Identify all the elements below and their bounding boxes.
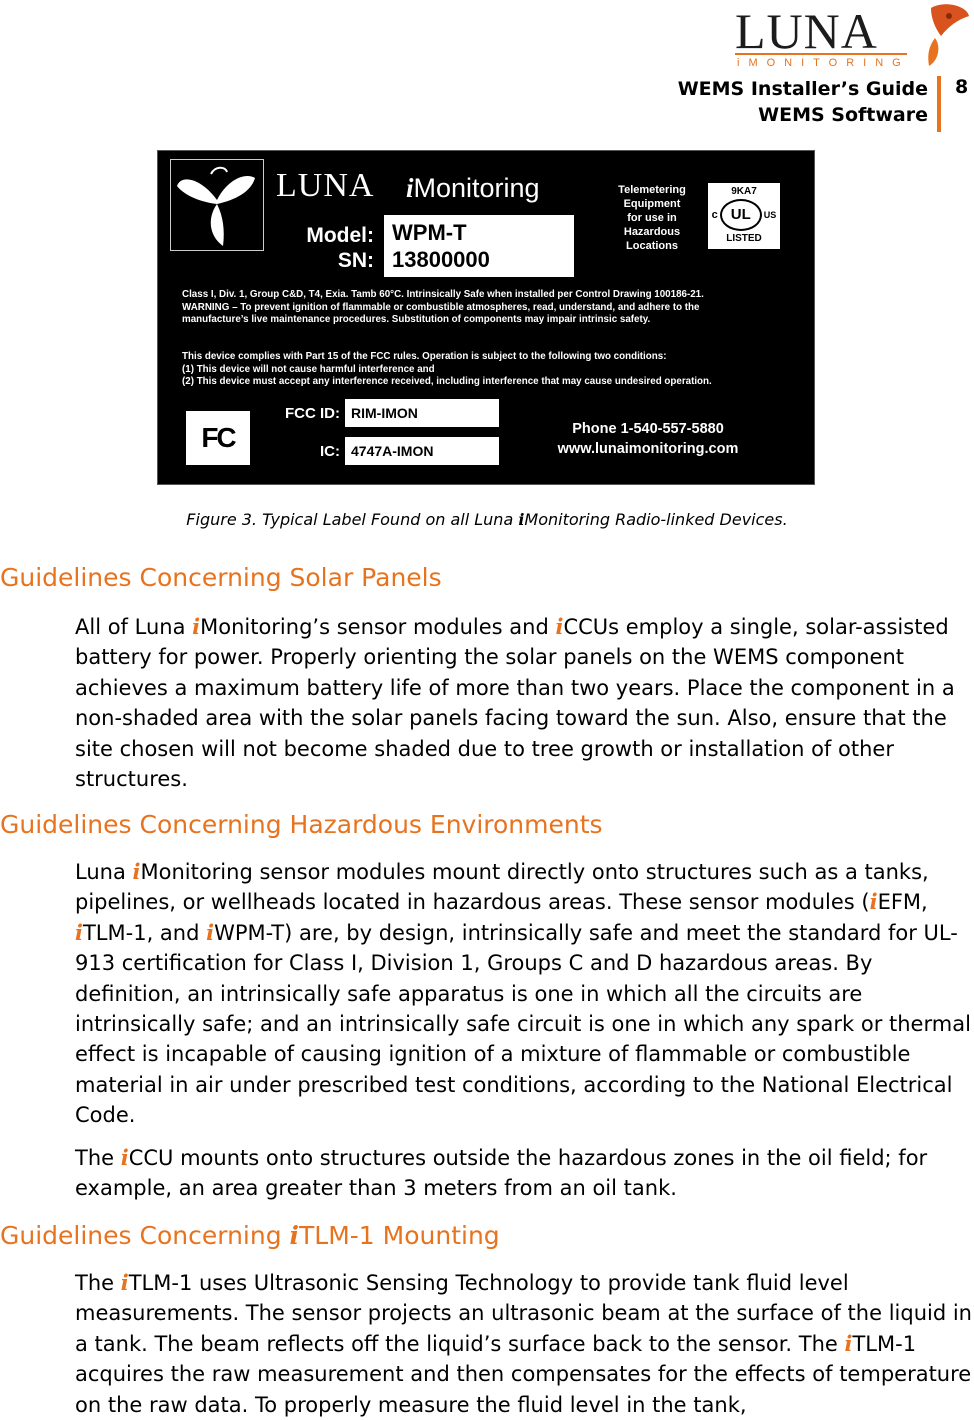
luna-imonitoring-logo [735, 2, 971, 68]
telem-line: for use in [627, 212, 677, 224]
i-glyph: i [844, 1330, 853, 1356]
ul-listed: LISTED [726, 233, 762, 244]
model-key: Model: [306, 224, 374, 247]
logo-subtext: iMONITORING [737, 57, 910, 68]
model-value: WPM-T [392, 220, 467, 245]
fcc-line: This device complies with Part 15 of the FCC rules. Operation is subject to the following two conditions: [182, 351, 667, 362]
luna-logo-graphic [735, 2, 971, 68]
heading-text: Guidelines Concerning [0, 1221, 290, 1250]
header-divider [937, 76, 941, 132]
figure-caption [0, 510, 974, 529]
i-glyph: i [132, 859, 141, 884]
ic-value: 4747A-IMON [345, 437, 499, 465]
warning-line: manufacture’s live maintenance procedures. Substitution of components may impair intrinsic safety. [182, 314, 651, 325]
text-run: TLM-1, and [82, 920, 207, 945]
hazard-warning-text [182, 289, 802, 327]
i-glyph: i [289, 1221, 300, 1250]
heading-solar-panels: Guidelines Concerning Solar Panels [0, 563, 442, 592]
text-run: CCUs employ a single, solar-assisted battery for power. Properly orienting the solar panels on the WEMS component achieves a maximum battery life of more than two years. Place the component in a non-shaded area with the solar panels facing toward the sun. Also, ensure that the site chosen will not become shaded due to tree growth or installation of other structures. [75, 615, 955, 792]
paragraph-itlm [75, 1268, 973, 1420]
warning-line: Class I, Div. 1, Group C&D, T4, Exia. Tamb 60°C. Intrinsically Safe when installed per Control Drawing 100186-21. [182, 289, 704, 300]
heading-text: TLM-1 Mounting [299, 1221, 500, 1250]
moth-icon [928, 4, 969, 66]
label-product-rest: Monitoring [413, 173, 540, 203]
fcc-id-key: FCC ID: [285, 405, 340, 422]
i-glyph: i [75, 919, 83, 945]
text-run: TLM-1 uses Ultrasonic Sensing Technology to provide tank fluid level measurements. The sensor projects an ultrasonic beam at the surface of the liquid in a tank. The beam reflects off the liquid’s surface back to the sensor. The [75, 1271, 972, 1356]
phone-number: Phone 1-540-557-5880 [572, 421, 724, 437]
text-run: TLM-1 acquires the raw measurement and then compensates for the effects of temperature on the raw data. To properly measure the fluid level in the tank, [75, 1331, 972, 1417]
fcc-id-value: RIM-IMON [345, 399, 499, 427]
label-model-keys [298, 223, 374, 273]
fcc-line: (2) This device must accept any interference received, including interference that may cause undesired operation. [182, 376, 712, 387]
sn-value: 13800000 [392, 247, 490, 272]
moth-icon [171, 160, 263, 250]
telem-line: Equipment [623, 198, 681, 210]
i-glyph: i [206, 919, 215, 945]
logo-text: LUNA [735, 3, 878, 59]
ul-logo-icon: UL [720, 199, 762, 231]
ul-listed-mark [708, 183, 780, 249]
contact-info [530, 419, 766, 459]
telem-line: Telemetering [618, 184, 686, 196]
telem-line: Hazardous [623, 226, 681, 238]
telemetering-text [610, 183, 694, 253]
fcc-logo-icon: FC [186, 411, 250, 465]
model-sn-field [384, 215, 574, 277]
heading-itlm-mounting [0, 1221, 500, 1250]
text-run: All of Luna [75, 615, 193, 639]
paragraph-solar [75, 612, 973, 794]
sn-key: SN: [337, 249, 374, 272]
header-section-title: WEMS Software [758, 104, 928, 126]
caption-text: Figure 3. Typical Label Found on all Luna [186, 510, 519, 529]
fcc-line: (1) This device will not cause harmful interference and [182, 363, 435, 375]
ul-c: c [711, 209, 718, 221]
text-run: Luna [75, 860, 133, 884]
i-glyph: i [192, 614, 201, 639]
ul-code: 9KA7 [731, 186, 757, 197]
text-run: EFM, [877, 890, 928, 915]
text-run: Monitoring’s sensor modules and [200, 615, 556, 639]
text-run: WPM-T) are, by design, intrinsically safe and meet the standard for UL-913 certification for Class I, Division 1, Groups C and D hazardous areas. By definition, an intrinsically safe apparatus is one in which all the circuits are intrinsically safe; and an intrinsically safe circuit is one in which any spark or thermal effect is incapable of causing ignition of a mixture of flammable or combustible material in air under prescribed test conditions, according to the National Electrical Code. [75, 920, 971, 1128]
warning-line: WARNING – To prevent ignition of flammable or combustible atmospheres, read, understand, and adhere to the [182, 301, 700, 313]
website: www.lunaimonitoring.com [557, 441, 739, 457]
header-guide-title: WEMS Installer’s Guide [677, 78, 928, 100]
moth-logo-box [170, 159, 264, 251]
caption-text-end: Monitoring Radio-linked Devices. [524, 510, 788, 529]
heading-hazardous-environments: Guidelines Concerning Hazardous Environments [0, 810, 603, 839]
text-run: CCU mounts onto structures outside the hazardous zones in the oil field; for example, an area greater than 3 meters from an oil tank. [75, 1146, 928, 1201]
text-run: The [75, 1146, 121, 1170]
label-brand: LUNA [276, 167, 375, 204]
page-number: 8 [955, 76, 969, 98]
i-glyph: i [555, 614, 564, 639]
ic-key: IC: [320, 443, 340, 460]
caption-i: i [518, 510, 525, 529]
telem-line: Locations [626, 240, 678, 252]
label-product-i: i [406, 173, 414, 203]
i-glyph: i [120, 1145, 129, 1170]
i-glyph: i [120, 1270, 129, 1295]
paragraph-hazardous [75, 857, 973, 1131]
paragraph-iccu [75, 1143, 973, 1204]
i-glyph: i [869, 889, 878, 915]
fcc-compliance-text [182, 351, 802, 389]
device-label-figure [157, 150, 815, 485]
ul-us: US [763, 210, 777, 220]
running-header [678, 76, 928, 128]
text-run: The [75, 1271, 121, 1295]
label-product [406, 173, 540, 204]
text-run: Monitoring sensor modules mount directly onto structures such as a tanks, pipelines, or wellheads located in hazardous areas. These sensor modules ( [75, 860, 929, 915]
